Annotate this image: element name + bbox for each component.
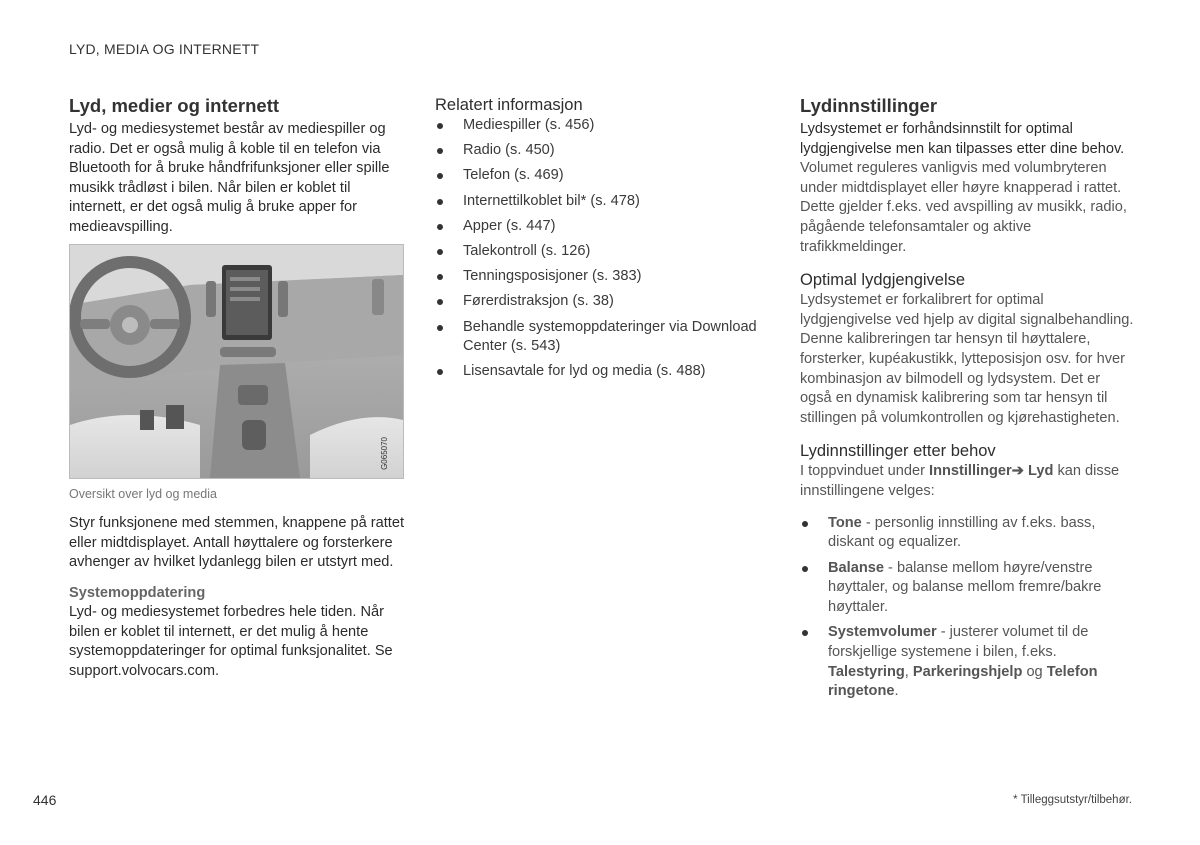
setting-tone: Tone - personlig innstilling av f.eks. bass, diskant og equalizer.	[800, 514, 1135, 553]
running-header: LYD, MEDIA OG INTERNETT	[69, 41, 260, 57]
related-link-tenningsposisjoner[interactable]: Tenningsposisjoner (s. 383)	[435, 267, 780, 287]
footnote: * Tilleggsutstyr/tilbehør.	[1013, 794, 1132, 806]
related-info-heading: Relatert informasjon	[435, 96, 583, 114]
behov-heading: Lydinnstillinger etter behov	[800, 442, 996, 461]
arrow-right-icon: ➔	[1011, 463, 1024, 480]
dashboard-illustration	[69, 244, 404, 479]
column-middle	[435, 94, 780, 387]
setting-systemvolumer: Systemvolumer - justerer volumet til de forskjellige systemene i bilen, f.eks. Talestyring, Parkeringshjelp og Telefon ringetone.	[800, 623, 1135, 701]
menu-lyd: Lyd	[1028, 463, 1054, 480]
related-info-list	[435, 116, 780, 382]
related-link-lisensavtale[interactable]: Lisensavtale for lyd og media (s. 488)	[435, 362, 780, 382]
car-interior-drawing	[70, 245, 403, 478]
optimal-paragraph: Lydsystemet er forkalibrert for optimal lydgjengivelse ved hjelp av digital signalbehandling. Denne kalibreringen tar hensyn til høyttalere, forsterker, kupéakustikk, lytteposisjon osv. for hver kombinasjon av bilmodell og lydsystem. Det er også en dynamisk kalibrering som tar hensyn til stillingen på volumkontrollen og kjørehastigheten.	[800, 292, 1134, 426]
related-link-telefon[interactable]: Telefon (s. 469)	[435, 166, 780, 186]
column-left	[69, 94, 405, 681]
related-link-mediespiller[interactable]: Mediespiller (s. 456)	[435, 116, 780, 136]
related-link-apper[interactable]: Apper (s. 447)	[435, 217, 780, 237]
related-link-systemoppdateringer[interactable]: Behandle systemoppdateringer via Download Center (s. 543)	[435, 318, 780, 357]
setting-balanse: Balanse - balanse mellom høyre/venstre høyttaler, og balanse mellom fremre/bakre høyttaler.	[800, 559, 1135, 618]
settings-list	[800, 514, 1135, 702]
figure-caption: Oversikt over lyd og media	[69, 486, 217, 501]
related-link-forerdistraksjon[interactable]: Førerdistraksjon (s. 38)	[435, 292, 780, 312]
page-number: 446	[33, 792, 57, 808]
optimal-heading: Optimal lydgjengivelse	[800, 271, 966, 290]
related-link-radio[interactable]: Radio (s. 450)	[435, 141, 780, 161]
menu-innstillinger: Innstillinger	[929, 463, 1012, 480]
related-link-talekontroll[interactable]: Talekontroll (s. 126)	[435, 242, 780, 262]
sound-settings-lead: Lydsystemet er forhåndsinnstilt for optimal lydgjengivelse men kan tilpasses etter dine behov.	[800, 121, 1125, 157]
volume-paragraph: Volumet reguleres vanligvis med volumbryteren under midtdisplayet eller høyre knapperad i rattet. Dette gjelder f.eks. ved avspilling av musikk, radio, pågående telefonsamtaler og aktive trafikkmeldinger.	[800, 160, 1127, 255]
figure-code: G065070	[380, 436, 390, 470]
section-title: Lyd, medier og internett	[69, 95, 280, 116]
control-paragraph: Styr funksjonene med stemmen, knappene på rattet eller midtdisplayet. Antall høyttalere og forsterkere avhenger av hvilket lydanlegg bilen er utstyrt med.	[69, 515, 405, 571]
behov-paragraph: I toppvinduet under Innstillinger➔ Lyd kan disse innstillingene velges:	[800, 463, 1120, 499]
update-heading: Systemoppdatering	[69, 584, 206, 601]
related-link-internettilkoblet-bil[interactable]: Internettilkoblet bil* (s. 478)	[435, 192, 780, 212]
update-paragraph: Lyd- og mediesystemet forbedres hele tiden. Når bilen er koblet til internett, er det mulig å hente systemoppdateringer for optimal funksjonalitet. Se support.volvocars.com.	[69, 603, 393, 679]
intro-paragraph: Lyd- og mediesystemet består av mediespiller og radio. Det er også mulig å koble til en telefon via Bluetooth for å bruke håndfrifunksjoner eller spille musikk trådløst i bilen. Når bilen er koblet til internett, er det også mulig å bruke apper for medieavspilling.	[69, 121, 390, 235]
sound-settings-title: Lydinnstillinger	[800, 95, 938, 116]
column-right	[800, 94, 1135, 708]
